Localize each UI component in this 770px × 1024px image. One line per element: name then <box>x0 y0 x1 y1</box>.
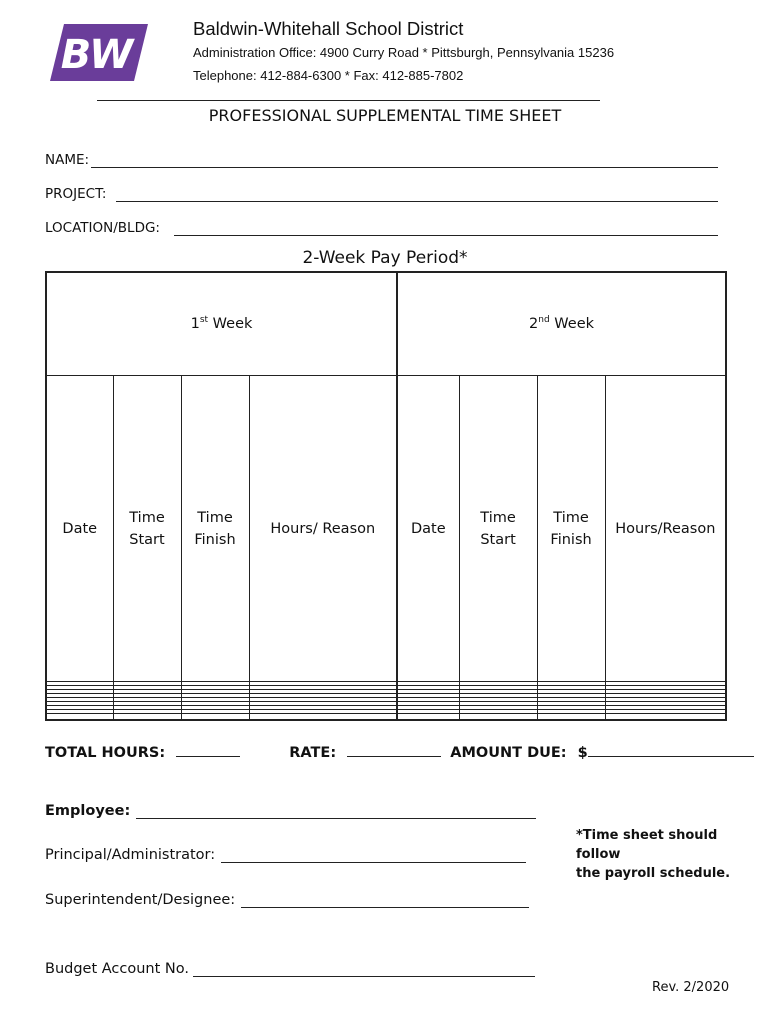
logo-text: BW <box>60 32 134 78</box>
col-header-time-start-week1: Time Start <box>113 376 181 681</box>
district-phone-fax: Telephone: 412-884-6300 * Fax: 412-885-7802 <box>193 68 464 83</box>
amount-prefix: $ <box>577 745 588 761</box>
time-grid-cell[interactable] <box>113 714 181 720</box>
time-grid-cell[interactable] <box>181 714 249 720</box>
time-grid-cell[interactable] <box>249 714 397 720</box>
budget-account-label: Budget Account No. <box>45 961 189 977</box>
employee-field[interactable] <box>45 797 536 819</box>
col-header-time-start-week2: Time Start <box>459 376 537 681</box>
payroll-note-line1: *Time sheet should follow <box>576 828 718 862</box>
col-header-date-week1: Date <box>46 376 113 681</box>
project-input-line[interactable] <box>116 187 718 202</box>
project-label: PROJECT: <box>45 186 107 202</box>
time-grid-body <box>46 681 726 720</box>
col-header-date-week2: Date <box>397 376 459 681</box>
budget-account-line[interactable] <box>193 962 535 977</box>
sheet-title: PROFESSIONAL SUPPLEMENTAL TIME SHEET <box>208 106 562 125</box>
amount-due-label: AMOUNT DUE: <box>450 745 567 761</box>
district-name: Baldwin-Whitehall School District <box>193 18 464 39</box>
week2-header: 2nd Week <box>397 272 726 376</box>
time-grid-row <box>46 714 726 720</box>
district-logo <box>50 24 148 81</box>
superintendent-label: Superintendent/Designee: <box>45 892 236 908</box>
employee-label: Employee: <box>45 803 131 819</box>
time-grid-cell[interactable] <box>605 714 726 720</box>
total-hours-label: TOTAL HOURS: <box>45 745 166 761</box>
name-label: NAME: <box>45 152 90 168</box>
budget-account-field[interactable] <box>45 955 535 977</box>
col-header-time-finish-week1: Time Finish <box>181 376 249 681</box>
time-grid <box>45 271 727 721</box>
district-address: Administration Office: 4900 Curry Road * Pittsburgh, Pennsylvania 15236 <box>193 45 615 60</box>
time-grid-cell[interactable] <box>459 714 537 720</box>
name-input-line[interactable] <box>91 153 718 168</box>
principal-label: Principal/Administrator: <box>45 847 216 863</box>
amount-due-line[interactable] <box>588 742 754 757</box>
header-divider <box>97 100 600 101</box>
pay-period-title: 2-Week Pay Period* <box>302 248 468 268</box>
principal-field[interactable] <box>45 841 526 863</box>
principal-signature-line[interactable] <box>221 848 526 863</box>
rate-label: RATE: <box>289 745 337 761</box>
name-field[interactable] <box>45 146 718 168</box>
totals-row <box>45 742 754 761</box>
time-grid-cell[interactable] <box>46 714 113 720</box>
payroll-note-line2: the payroll schedule. <box>576 866 731 881</box>
superintendent-signature-line[interactable] <box>241 893 529 908</box>
location-field[interactable] <box>45 214 718 236</box>
time-grid-cell[interactable] <box>537 714 605 720</box>
location-label: LOCATION/BLDG: <box>45 220 160 236</box>
superintendent-field[interactable] <box>45 886 529 908</box>
revision-label: Rev. 2/2020 <box>652 980 730 995</box>
col-header-hours-reason-week2: Hours/Reason <box>605 376 726 681</box>
rate-line[interactable] <box>347 742 441 757</box>
col-header-hours-reason-week1: Hours/ Reason <box>249 376 397 681</box>
employee-signature-line[interactable] <box>136 804 536 819</box>
project-field[interactable] <box>45 180 718 202</box>
col-header-time-finish-week2: Time Finish <box>537 376 605 681</box>
location-input-line[interactable] <box>174 221 718 236</box>
week1-header: 1st Week <box>46 272 397 376</box>
time-grid-cell[interactable] <box>397 714 459 720</box>
payroll-note <box>576 826 756 883</box>
total-hours-line[interactable] <box>176 742 240 757</box>
